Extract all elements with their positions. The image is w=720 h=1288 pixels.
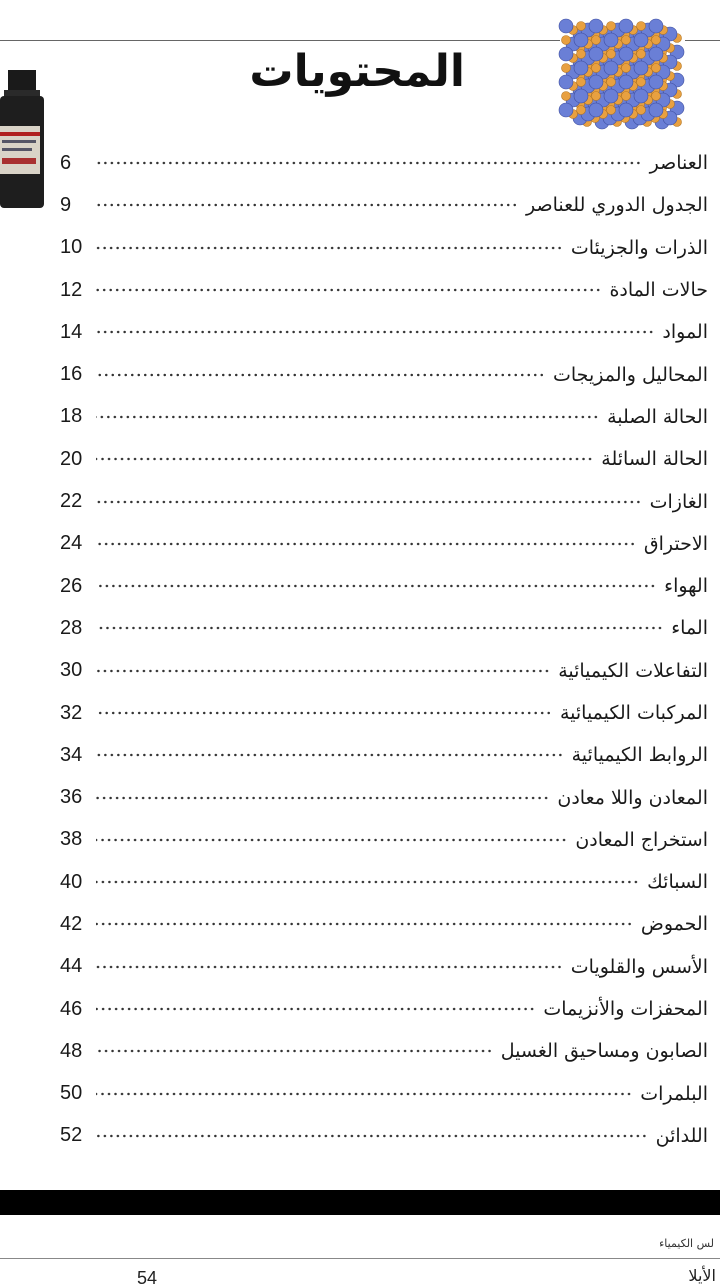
toc-entry[interactable] (60, 396, 708, 438)
toc-entry[interactable] (60, 480, 708, 522)
toc-entry-page: 10 (60, 236, 83, 259)
dot-leader (96, 621, 663, 635)
toc-entry-label: المحاليل والمزيجات (553, 363, 708, 386)
toc-entry-page: 14 (60, 320, 83, 343)
toc-entry[interactable] (60, 523, 708, 565)
toc-entry[interactable] (60, 438, 708, 480)
toc-entry-label: التفاعلات الكيميائية (558, 659, 708, 682)
toc-entry[interactable] (60, 861, 708, 903)
toc-entry-label: الحموض (640, 913, 708, 936)
toc-entry-page: 44 (60, 955, 83, 978)
toc-entry-page: 16 (60, 363, 83, 386)
toc-entry-label: استخراج المعادن (575, 828, 708, 851)
toc-entry[interactable] (60, 227, 708, 269)
toc-entry-page: 9 (60, 193, 72, 216)
toc-entry-label: الروابط الكيميائية (571, 744, 708, 767)
toc-entry[interactable] (60, 819, 708, 861)
toc-entry-label: الصابون ومساحيق الغسيل (500, 1040, 708, 1063)
toc-entry-page: 18 (60, 405, 83, 428)
dot-leader (96, 1044, 493, 1058)
toc-entry-page: 50 (60, 1082, 83, 1105)
crystal-lattice-illustration (548, 12, 696, 140)
dot-leader (96, 1129, 648, 1143)
toc-entry-page: 52 (60, 1124, 83, 1147)
toc-entry[interactable] (60, 988, 708, 1030)
toc-entry-page: 20 (60, 447, 83, 470)
dot-leader (96, 1087, 632, 1101)
dot-leader (96, 495, 642, 509)
toc-entry[interactable] (60, 311, 708, 353)
toc-entry[interactable] (60, 269, 708, 311)
next-page-word: الأيلا (688, 1266, 716, 1285)
toc-entry-label: الهواء (664, 575, 708, 598)
dot-leader (96, 325, 654, 339)
dot-leader (96, 410, 599, 424)
toc-entry[interactable] (60, 946, 708, 988)
toc-entry[interactable] (60, 776, 708, 818)
toc-entry-label: الاحتراق (643, 532, 708, 555)
chemical-bottle-photo (0, 70, 46, 210)
toc-entry[interactable] (60, 1030, 708, 1072)
toc-entry-label: المعادن واللا معادن (557, 786, 708, 809)
toc-entry[interactable] (60, 650, 708, 692)
footer-rule (0, 1258, 720, 1259)
dot-leader (96, 960, 563, 974)
toc-entry-page: 24 (60, 532, 83, 555)
toc-entry-page: 32 (60, 701, 83, 724)
dot-leader (96, 579, 656, 593)
toc-entry-page: 48 (60, 1039, 83, 1062)
running-footer: لس الكيمياء (659, 1237, 714, 1250)
dot-leader (96, 748, 564, 762)
toc-entry-label: حالات المادة (609, 279, 708, 302)
toc-entry-label: الحالة الصلبة (607, 405, 708, 428)
toc-entry-label: الماء (671, 617, 708, 640)
black-band (0, 1190, 720, 1215)
toc-entry[interactable] (60, 692, 708, 734)
toc-entry-page: 26 (60, 574, 83, 597)
toc-entry-label: الغازات (649, 490, 708, 513)
toc-entry-page: 42 (60, 912, 83, 935)
dot-leader (96, 283, 601, 297)
next-page-number: 54 (137, 1268, 158, 1288)
toc-entry-label: المواد (662, 321, 708, 344)
toc-entry-page: 36 (60, 786, 83, 809)
toc-entry[interactable] (60, 734, 708, 776)
dot-leader (96, 706, 552, 720)
toc-entry-label: الجدول الدوري للعناصر (525, 194, 708, 217)
toc-entry-label: الحالة السائلة (601, 448, 708, 471)
toc-entry-label: المحفزات والأنزيمات (543, 998, 708, 1021)
dot-leader (96, 833, 567, 847)
table-of-contents (60, 142, 708, 1157)
toc-entry-label: الأسس والقلويات (570, 955, 708, 978)
toc-entry[interactable] (60, 353, 708, 395)
dot-leader (96, 156, 642, 170)
top-rule (0, 40, 560, 41)
toc-entry[interactable] (60, 1073, 708, 1115)
toc-entry-label: اللدائن (655, 1124, 708, 1147)
toc-entry-page: 46 (60, 997, 83, 1020)
toc-entry-page: 12 (60, 278, 83, 301)
toc-entry-label: العناصر (649, 152, 708, 175)
toc-entry-label: البلمرات (640, 1082, 708, 1105)
toc-entry-label: السبائك (647, 871, 708, 894)
toc-entry-page: 22 (60, 490, 83, 513)
toc-entry-page: 40 (60, 870, 83, 893)
toc-entry-page: 28 (60, 616, 83, 639)
toc-entry[interactable] (60, 565, 708, 607)
dot-leader (96, 368, 545, 382)
dot-leader (96, 1002, 535, 1016)
toc-entry-page: 30 (60, 659, 83, 682)
dot-leader (96, 198, 518, 212)
dot-leader (96, 664, 550, 678)
toc-entry-label: الذرات والجزيئات (570, 236, 708, 259)
dot-leader (96, 917, 633, 931)
toc-entry-page: 38 (60, 828, 83, 851)
dot-leader (96, 537, 636, 551)
page-title: المحتويات (249, 46, 465, 97)
toc-entry[interactable] (60, 184, 708, 226)
dot-leader (96, 452, 593, 466)
dot-leader (96, 791, 549, 805)
toc-entry-page: 34 (60, 743, 83, 766)
toc-entry-page: 6 (60, 151, 72, 174)
toc-entry[interactable] (60, 903, 708, 945)
toc-entry[interactable] (60, 142, 708, 184)
toc-entry[interactable] (60, 1115, 708, 1157)
dot-leader (96, 875, 639, 889)
toc-entry[interactable] (60, 607, 708, 649)
dot-leader (96, 241, 563, 255)
toc-entry-label: المركبات الكيميائية (559, 702, 708, 724)
